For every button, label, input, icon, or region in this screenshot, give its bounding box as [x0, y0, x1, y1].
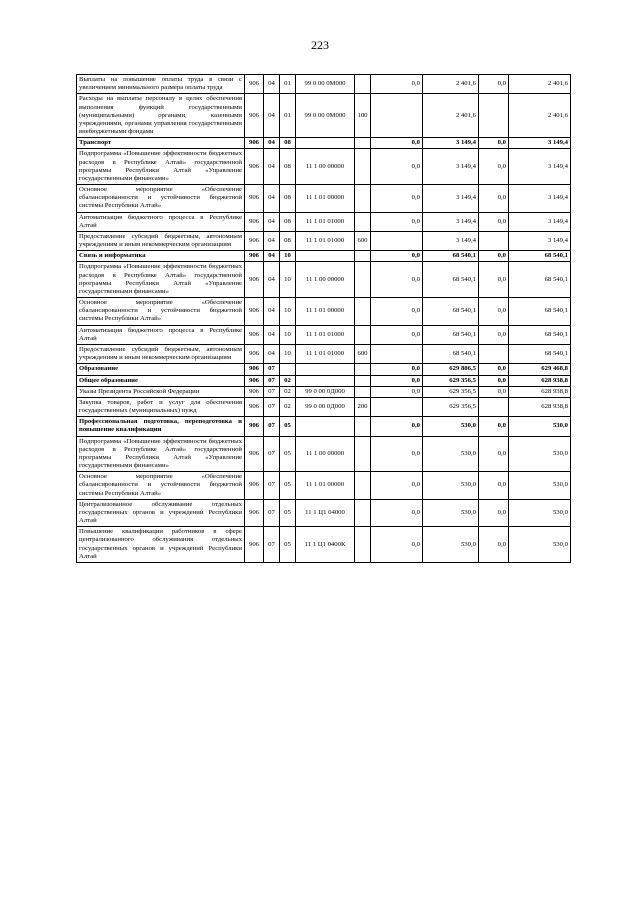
value-4-cell: 628 938,8	[509, 397, 571, 416]
value-4-cell: 530,0	[509, 472, 571, 500]
expense-type-cell	[355, 436, 371, 472]
value-2-cell: 3 149,4	[423, 212, 479, 231]
value-4-cell: 3 149,4	[509, 149, 571, 185]
subsection-code-cell: 10	[280, 251, 296, 262]
expense-type-cell	[355, 298, 371, 326]
target-article-cell	[296, 375, 355, 386]
value-1-cell	[371, 94, 423, 138]
value-3-cell	[479, 231, 509, 250]
section-code-cell: 04	[264, 212, 280, 231]
value-4-cell: 68 540,1	[509, 262, 571, 298]
target-article-cell: 99 0 00 0Д000	[296, 386, 355, 397]
value-2-cell: 68 540,1	[423, 262, 479, 298]
admin-code-cell: 906	[245, 75, 264, 94]
value-2-cell: 530,0	[423, 499, 479, 527]
row-name-cell: Централизованное обслуживание отдельных государственных органов и учреждений Республики Алтай	[77, 499, 245, 527]
value-3-cell: 0,0	[479, 149, 509, 185]
target-article-cell: 11 1 00 00000	[296, 436, 355, 472]
expense-type-cell: 200	[355, 397, 371, 416]
expense-type-cell	[355, 375, 371, 386]
value-4-cell: 530,0	[509, 436, 571, 472]
admin-code-cell: 906	[245, 397, 264, 416]
row-name-cell: Профессиональная подготовка, переподготовка и повышение квалификации	[77, 417, 245, 436]
target-article-cell: 11 1 Ц1 04000	[296, 499, 355, 527]
row-name-cell: Автоматизация бюджетного процесса в Республике Алтай	[77, 212, 245, 231]
value-3-cell: 0,0	[479, 75, 509, 94]
table-body	[77, 75, 571, 563]
value-4-cell: 3 149,4	[509, 138, 571, 149]
budget-table	[76, 74, 571, 563]
value-1-cell: 0,0	[371, 262, 423, 298]
value-4-cell: 68 540,1	[509, 298, 571, 326]
value-1-cell: 0,0	[371, 527, 423, 563]
table-row	[77, 325, 571, 344]
value-3-cell: 0,0	[479, 472, 509, 500]
subsection-code-cell: 02	[280, 386, 296, 397]
row-name-cell: Повышение квалификации работников в сфере централизованного обслуживания отдельных государственных органов и учреждений Республики Алтай	[77, 527, 245, 563]
value-1-cell: 0,0	[371, 138, 423, 149]
value-2-cell: 629 356,5	[423, 375, 479, 386]
target-article-cell: 99 0 00 0М000	[296, 94, 355, 138]
value-1-cell: 0,0	[371, 298, 423, 326]
admin-code-cell: 906	[245, 231, 264, 250]
value-3-cell: 0,0	[479, 251, 509, 262]
section-code-cell: 07	[264, 375, 280, 386]
row-name-cell: Подпрограмма «Повышение эффективности бюджетных расходов в Республике Алтай» государственной программы Республики Алтай «Управление государственными финансами»	[77, 436, 245, 472]
value-1-cell	[371, 397, 423, 416]
value-2-cell: 530,0	[423, 417, 479, 436]
target-article-cell: 11 1 01 01000	[296, 325, 355, 344]
admin-code-cell: 906	[245, 94, 264, 138]
admin-code-cell: 906	[245, 185, 264, 213]
subsection-code-cell: 01	[280, 75, 296, 94]
page-number: 223	[311, 38, 329, 52]
value-2-cell: 3 149,4	[423, 149, 479, 185]
section-code-cell: 04	[264, 251, 280, 262]
target-article-cell: 11 1 Ц1 0400К	[296, 527, 355, 563]
section-code-cell: 04	[264, 149, 280, 185]
target-article-cell: 11 1 01 01000	[296, 344, 355, 363]
expense-type-cell	[355, 417, 371, 436]
value-2-cell: 629 356,5	[423, 386, 479, 397]
admin-code-cell: 906	[245, 298, 264, 326]
admin-code-cell: 906	[245, 212, 264, 231]
row-name-cell: Выплаты на повышение оплаты труда в связи с увеличением минимального размера оплаты труда	[77, 75, 245, 94]
target-article-cell	[296, 251, 355, 262]
row-name-cell: Основное мероприятие «Обеспечение сбалансированности и устойчивости бюджетной системы Республики Алтай»	[77, 185, 245, 213]
target-article-cell	[296, 417, 355, 436]
value-3-cell: 0,0	[479, 325, 509, 344]
value-2-cell: 68 540,1	[423, 298, 479, 326]
admin-code-cell: 906	[245, 499, 264, 527]
expense-type-cell	[355, 527, 371, 563]
table-row	[77, 499, 571, 527]
target-article-cell: 11 1 01 01000	[296, 212, 355, 231]
value-3-cell: 0,0	[479, 527, 509, 563]
value-1-cell: 0,0	[371, 417, 423, 436]
table-row	[77, 364, 571, 375]
subsection-code-cell: 10	[280, 262, 296, 298]
subsection-code-cell: 10	[280, 344, 296, 363]
target-article-cell: 99 0 00 0Д000	[296, 397, 355, 416]
subsection-code-cell: 08	[280, 149, 296, 185]
value-2-cell: 530,0	[423, 527, 479, 563]
value-1-cell: 0,0	[371, 149, 423, 185]
value-3-cell: 0,0	[479, 185, 509, 213]
value-4-cell: 530,0	[509, 499, 571, 527]
admin-code-cell: 906	[245, 364, 264, 375]
value-1-cell: 0,0	[371, 185, 423, 213]
expense-type-cell: 600	[355, 231, 371, 250]
table-row	[77, 185, 571, 213]
value-3-cell: 0,0	[479, 212, 509, 231]
value-4-cell: 530,0	[509, 527, 571, 563]
value-4-cell: 68 540,1	[509, 344, 571, 363]
expense-type-cell	[355, 251, 371, 262]
value-1-cell: 0,0	[371, 386, 423, 397]
value-4-cell: 3 149,4	[509, 185, 571, 213]
section-code-cell: 04	[264, 325, 280, 344]
row-name-cell: Подпрограмма «Повышение эффективности бюджетных расходов в Республике Алтай» государственной программы Республики Алтай «Управление государственными финансами»	[77, 149, 245, 185]
value-1-cell: 0,0	[371, 472, 423, 500]
value-3-cell	[479, 397, 509, 416]
section-code-cell: 04	[264, 344, 280, 363]
table-row	[77, 417, 571, 436]
value-3-cell: 0,0	[479, 262, 509, 298]
value-4-cell: 68 540,1	[509, 251, 571, 262]
expense-type-cell	[355, 325, 371, 344]
subsection-code-cell: 08	[280, 185, 296, 213]
admin-code-cell: 906	[245, 472, 264, 500]
row-name-cell: Связь и информатика	[77, 251, 245, 262]
value-3-cell	[479, 344, 509, 363]
value-2-cell: 2 401,6	[423, 75, 479, 94]
row-name-cell: Образование	[77, 364, 245, 375]
value-4-cell: 629 468,8	[509, 364, 571, 375]
value-3-cell: 0,0	[479, 386, 509, 397]
target-article-cell	[296, 138, 355, 149]
admin-code-cell: 906	[245, 325, 264, 344]
section-code-cell: 07	[264, 397, 280, 416]
admin-code-cell: 906	[245, 417, 264, 436]
subsection-code-cell: 01	[280, 94, 296, 138]
value-3-cell: 0,0	[479, 436, 509, 472]
table-row	[77, 94, 571, 138]
row-name-cell: Расходы на выплаты персоналу в целях обеспечения выполнения функций государственными (муниципальными) органами, казенными учреждениями, органами управления государственными внебюджетными фондами	[77, 94, 245, 138]
subsection-code-cell: 10	[280, 298, 296, 326]
value-1-cell: 0,0	[371, 75, 423, 94]
target-article-cell: 11 1 01 00000	[296, 185, 355, 213]
value-4-cell: 628 938,8	[509, 386, 571, 397]
value-2-cell: 3 149,4	[423, 138, 479, 149]
row-name-cell: Основное мероприятие «Обеспечение сбалансированности и устойчивости бюджетной системы Республики Алтай»	[77, 298, 245, 326]
expense-type-cell	[355, 364, 371, 375]
value-3-cell: 0,0	[479, 138, 509, 149]
section-code-cell: 04	[264, 262, 280, 298]
value-3-cell: 0,0	[479, 499, 509, 527]
expense-type-cell: 600	[355, 344, 371, 363]
target-article-cell	[296, 364, 355, 375]
target-article-cell: 11 1 01 00000	[296, 472, 355, 500]
value-1-cell	[371, 344, 423, 363]
section-code-cell: 07	[264, 436, 280, 472]
admin-code-cell: 906	[245, 436, 264, 472]
subsection-code-cell: 05	[280, 527, 296, 563]
expense-type-cell	[355, 138, 371, 149]
table-row	[77, 344, 571, 363]
value-2-cell: 530,0	[423, 436, 479, 472]
admin-code-cell: 906	[245, 344, 264, 363]
value-4-cell: 628 938,8	[509, 375, 571, 386]
table-row	[77, 397, 571, 416]
table-row	[77, 212, 571, 231]
target-article-cell: 99 0 00 0М000	[296, 75, 355, 94]
table-row	[77, 231, 571, 250]
row-name-cell: Предоставление субсидий бюджетным, автономным учреждениям и иным некоммерческим организациям	[77, 344, 245, 363]
expense-type-cell	[355, 386, 371, 397]
expense-type-cell	[355, 75, 371, 94]
subsection-code-cell: 05	[280, 417, 296, 436]
value-1-cell: 0,0	[371, 212, 423, 231]
value-3-cell	[479, 94, 509, 138]
subsection-code-cell	[280, 364, 296, 375]
section-code-cell: 07	[264, 527, 280, 563]
table-row	[77, 262, 571, 298]
section-code-cell: 07	[264, 499, 280, 527]
section-code-cell: 07	[264, 472, 280, 500]
admin-code-cell: 906	[245, 251, 264, 262]
value-1-cell: 0,0	[371, 251, 423, 262]
section-code-cell: 04	[264, 94, 280, 138]
value-4-cell: 2 401,6	[509, 94, 571, 138]
value-1-cell: 0,0	[371, 325, 423, 344]
row-name-cell: Предоставление субсидий бюджетным, автономным учреждениям и иным некоммерческим организациям	[77, 231, 245, 250]
section-code-cell: 07	[264, 364, 280, 375]
value-3-cell: 0,0	[479, 375, 509, 386]
subsection-code-cell: 05	[280, 499, 296, 527]
table-row	[77, 138, 571, 149]
value-2-cell: 68 540,1	[423, 251, 479, 262]
table-row	[77, 375, 571, 386]
value-2-cell: 629 886,5	[423, 364, 479, 375]
table-row	[77, 251, 571, 262]
subsection-code-cell: 08	[280, 212, 296, 231]
value-4-cell: 2 401,6	[509, 75, 571, 94]
table-row	[77, 436, 571, 472]
section-code-cell: 04	[264, 185, 280, 213]
value-4-cell: 3 149,4	[509, 212, 571, 231]
admin-code-cell: 906	[245, 262, 264, 298]
section-code-cell: 04	[264, 231, 280, 250]
subsection-code-cell: 08	[280, 138, 296, 149]
value-1-cell: 0,0	[371, 499, 423, 527]
section-code-cell: 04	[264, 298, 280, 326]
row-name-cell: Общее образование	[77, 375, 245, 386]
admin-code-cell: 906	[245, 149, 264, 185]
admin-code-cell: 906	[245, 138, 264, 149]
admin-code-cell: 906	[245, 527, 264, 563]
expense-type-cell	[355, 262, 371, 298]
value-1-cell: 0,0	[371, 436, 423, 472]
expense-type-cell	[355, 149, 371, 185]
row-name-cell: Транспорт	[77, 138, 245, 149]
value-1-cell	[371, 231, 423, 250]
value-1-cell: 0,0	[371, 364, 423, 375]
subsection-code-cell: 02	[280, 397, 296, 416]
value-2-cell: 2 401,6	[423, 94, 479, 138]
expense-type-cell: 100	[355, 94, 371, 138]
row-name-cell: Подпрограмма «Повышение эффективности бюджетных расходов в Республике Алтай» государственной программы Республики Алтай «Управление государственными финансами»	[77, 262, 245, 298]
row-name-cell: Указы Президента Российской Федерации	[77, 386, 245, 397]
table-row	[77, 149, 571, 185]
value-2-cell: 68 540,1	[423, 325, 479, 344]
expense-type-cell	[355, 499, 371, 527]
value-3-cell: 0,0	[479, 298, 509, 326]
value-4-cell: 68 540,1	[509, 325, 571, 344]
admin-code-cell: 906	[245, 386, 264, 397]
section-code-cell: 07	[264, 417, 280, 436]
table-row	[77, 386, 571, 397]
value-2-cell: 3 149,4	[423, 185, 479, 213]
table-row	[77, 472, 571, 500]
target-article-cell: 11 1 00 00000	[296, 262, 355, 298]
value-2-cell: 629 356,5	[423, 397, 479, 416]
subsection-code-cell: 02	[280, 375, 296, 386]
expense-type-cell	[355, 212, 371, 231]
subsection-code-cell: 08	[280, 231, 296, 250]
target-article-cell: 11 1 00 00000	[296, 149, 355, 185]
expense-type-cell	[355, 472, 371, 500]
value-3-cell: 0,0	[479, 364, 509, 375]
expense-type-cell	[355, 185, 371, 213]
row-name-cell: Основное мероприятие «Обеспечение сбалансированности и устойчивости бюджетной системы Республики Алтай»	[77, 472, 245, 500]
value-2-cell: 3 149,4	[423, 231, 479, 250]
row-name-cell: Автоматизация бюджетного процесса в Республике Алтай	[77, 325, 245, 344]
subsection-code-cell: 10	[280, 325, 296, 344]
value-3-cell: 0,0	[479, 417, 509, 436]
row-name-cell: Закупка товаров, работ и услуг для обеспечения государственных (муниципальных) нужд	[77, 397, 245, 416]
value-4-cell: 530,0	[509, 417, 571, 436]
subsection-code-cell: 05	[280, 436, 296, 472]
table-row	[77, 298, 571, 326]
value-2-cell: 530,0	[423, 472, 479, 500]
value-1-cell: 0,0	[371, 375, 423, 386]
target-article-cell: 11 1 01 00000	[296, 298, 355, 326]
subsection-code-cell: 05	[280, 472, 296, 500]
target-article-cell: 11 1 01 01000	[296, 231, 355, 250]
table-row	[77, 75, 571, 94]
section-code-cell: 07	[264, 386, 280, 397]
value-4-cell: 3 149,4	[509, 231, 571, 250]
section-code-cell: 04	[264, 75, 280, 94]
admin-code-cell: 906	[245, 375, 264, 386]
section-code-cell: 04	[264, 138, 280, 149]
table-row	[77, 527, 571, 563]
value-2-cell: 68 540,1	[423, 344, 479, 363]
